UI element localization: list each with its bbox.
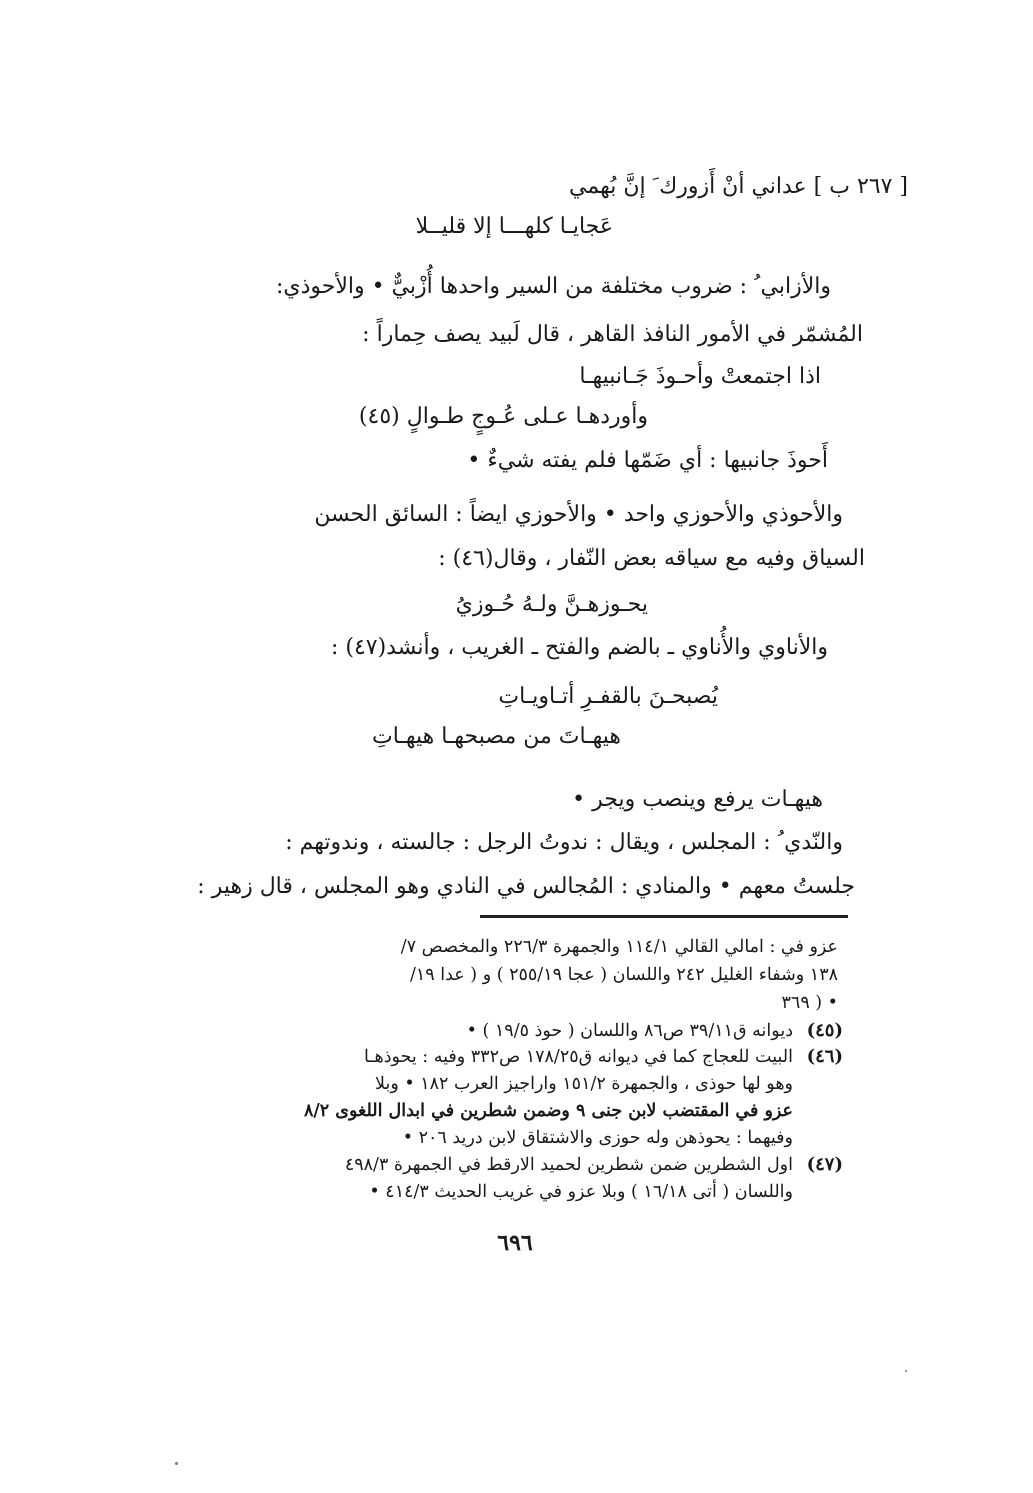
footnote-text: عزو في : امالي القالي ١١٤/١ والجمهرة ٢٢٦/٣ والمخصص ٧/ xyxy=(400,937,838,957)
verse-line-3: يحـوزهـنَّ ولـهُ حُـوزيُ xyxy=(455,592,648,617)
text-line: والأحوذي والأحوزي واحد • والأحوزي ايضاً : السائق الحسن xyxy=(314,502,843,527)
verse-line-1a: [ ٢٦٧ ب ] عداني أنْ أَزورك َ إنَّ بُهمي xyxy=(569,174,908,199)
footnote-46-text: وفيهما : يحوذهن وله حوزى والاشتقاق لابن دريد ٢٠٦ • xyxy=(402,1128,793,1148)
page-number: ٦٩٦ xyxy=(497,1230,533,1256)
footnote-text: ١٣٨ وشفاء الغليل ٢٤٢ واللسان ( عجا ٢٥٥/١٩ ) و ( عدا ١٩/ xyxy=(409,965,838,985)
text-line: هيهـات يرفع وينصب ويجر • xyxy=(572,787,823,812)
text-line: والنّدي ُ : المجلس ، ويقال : ندوتُ الرجل : جالسته ، وندوتهم : xyxy=(285,830,843,855)
text-line: والأناوي والأُناوي ـ بالضم والفتح ـ الغريب ، وأنشد(٤٧) : xyxy=(330,635,828,660)
text-line: جلستُ معهم • والمنادي : المُجالس في النادي وهو المجلس ، قال زهير : xyxy=(197,874,855,899)
footnote-text: ٣٦٩ ) • xyxy=(781,993,838,1013)
footnote-number-47: (٤٧) xyxy=(806,1154,843,1175)
footnote-47-text: اول الشطرين ضمن شطرين لحميد الارقط في الجمهرة ٤٩٨/٣ xyxy=(344,1155,793,1175)
text-line: أَحوذَ جانبيها : أي ضَمّها فلم يفته شيءٌ • xyxy=(467,448,828,473)
verse-line-2b: وأوردهـا عـلى عُـوجٍ طـوالٍ (٤٥) xyxy=(358,404,648,429)
verse-line-4b: هيهـاتَ من مصبحهـا هيهـاتِ xyxy=(372,724,621,749)
text-line: والأزابي ُ : ضروب مختلفة من السير واحدها أُزْبيٌّ • والأحوذي: xyxy=(275,274,831,299)
footnote-46-text: عزو في المقتضب لابن جنى ٩ وضمن شطرين في ابدال اللغوى ٨/٢ xyxy=(303,1101,793,1121)
scan-speck xyxy=(905,1370,907,1372)
text-line: السياق وفيه مع سياقه بعض النّفار ، وقال(٤٦) : xyxy=(438,546,865,571)
footnote-number-46: (٤٦) xyxy=(806,1046,843,1067)
footnote-46-text: البيت للعجاج كما في ديوانه ق١٧٨/٢٥ ص٣٣٢ وفيه : يحوذهـا xyxy=(364,1047,793,1067)
footnote-46-text: وهو لها حوذى ، والجمهرة ١٥١/٢ واراجيز العرب ١٨٢ • وبلا xyxy=(375,1074,793,1094)
footnote-number-45: (٤٥) xyxy=(806,1020,843,1041)
verse-line-4a: يُصبحـنَ بالقفـرِ أتـاويـاتِ xyxy=(498,684,718,709)
footnote-separator xyxy=(480,915,848,918)
verse-line-1b: عَجايـا كلهـــا إلا قليــلا xyxy=(415,214,613,239)
scan-speck xyxy=(175,1462,178,1465)
footnote-47-text: واللسان ( أتى ١٦/١٨ ) وبلا عزو في غريب الحديث ٤١٤/٣ • xyxy=(369,1182,793,1202)
text-line: المُشمّر في الأمور النافذ القاهر ، قال لَبيد يصف حِماراً : xyxy=(362,322,863,347)
verse-line-2a: اذا اجتمعتْ وأحـوذَ جَـانبيهـا xyxy=(579,364,821,389)
footnote-45-text: ديوانه ق٣٩/١١ ص٨٦ واللسان ( حوذ ١٩/٥ ) • xyxy=(466,1021,793,1041)
